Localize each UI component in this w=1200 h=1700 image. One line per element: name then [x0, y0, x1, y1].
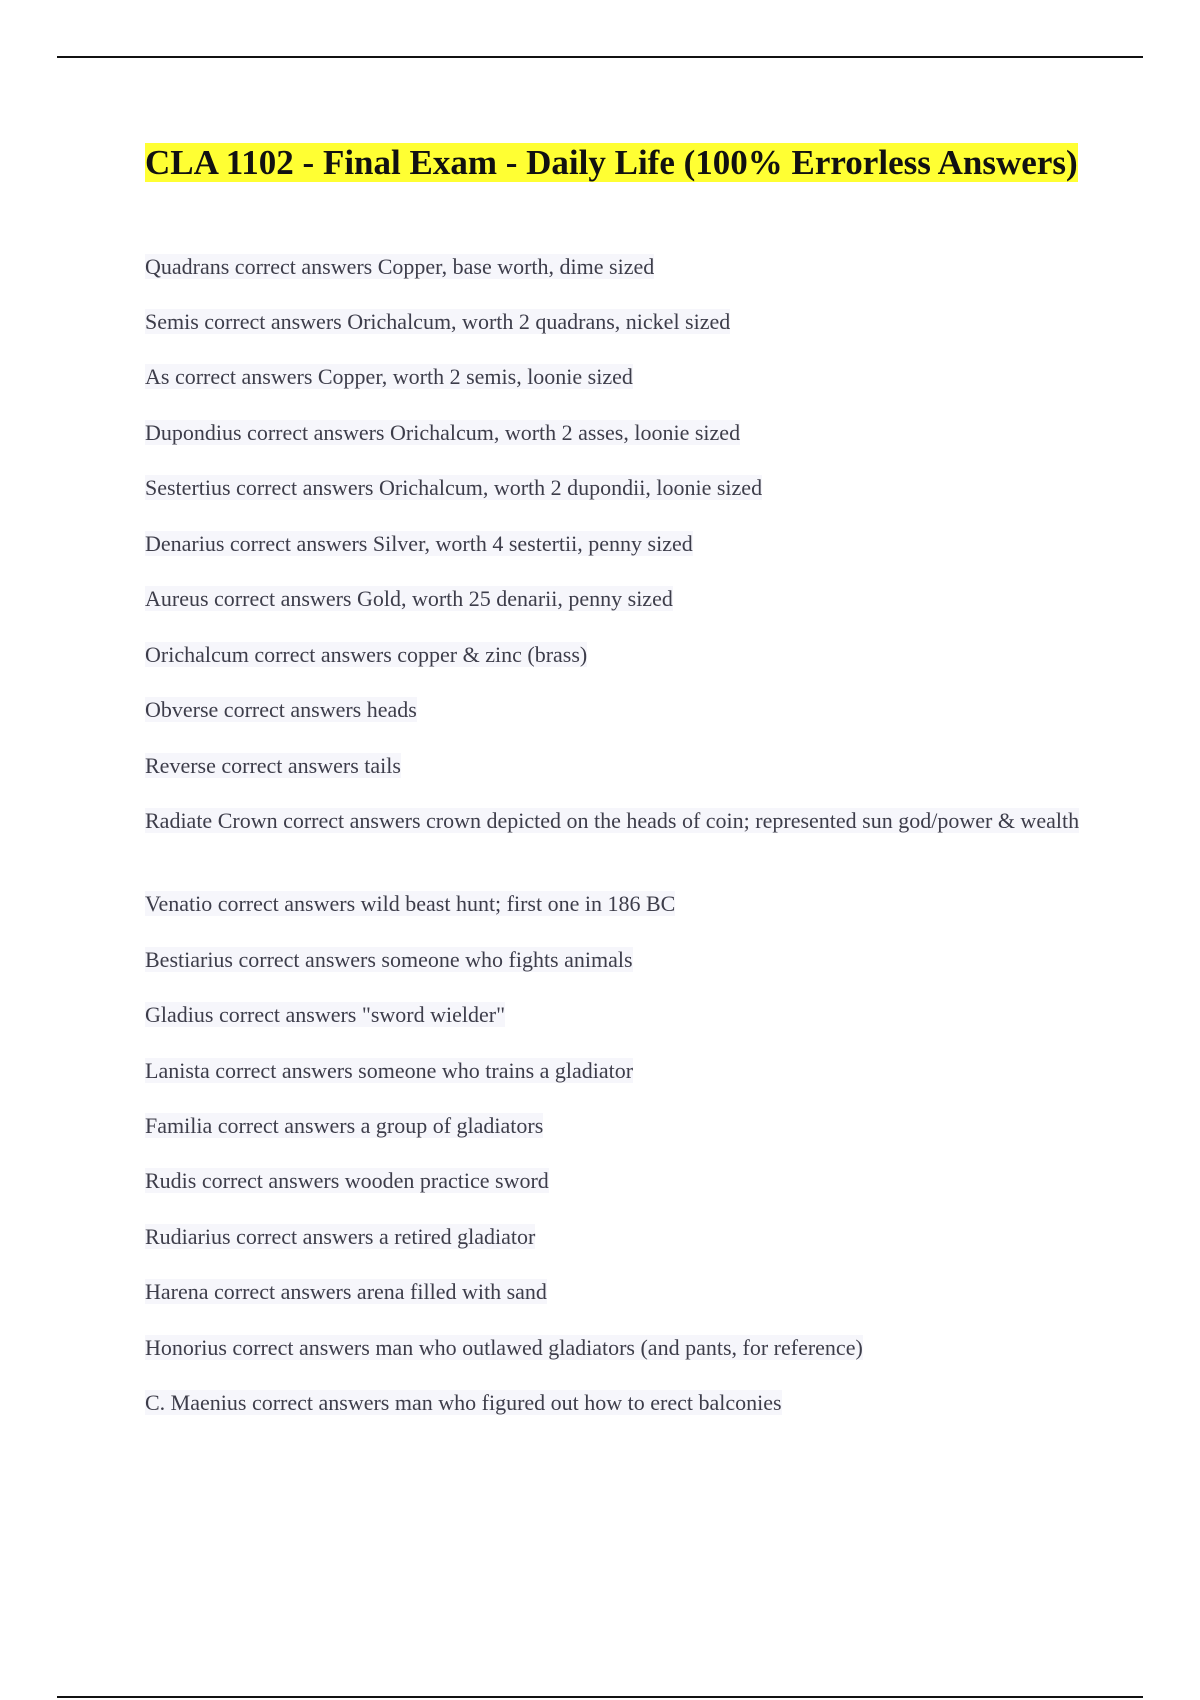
qa-entry: Lanista correct answers someone who trains a gladiator: [145, 1058, 634, 1083]
document-title: [145, 141, 1080, 184]
qa-entry: Gladius correct answers "sword wielder": [145, 1002, 506, 1027]
qa-entry: Dupondius correct answers Orichalcum, worth 2 asses, loonie sized: [145, 420, 741, 445]
qa-entry: C. Maenius correct answers man who figured out how to erect balconies: [145, 1390, 782, 1415]
qa-entry: Semis correct answers Orichalcum, worth 2 quadrans, nickel sized: [145, 309, 731, 334]
qa-entry: Radiate Crown correct answers crown depicted on the heads of coin; represented sun god/power & wealth: [145, 808, 1080, 833]
qa-entry: Rudis correct answers wooden practice sword: [145, 1168, 549, 1193]
document-title-text: CLA 1102 - Final Exam - Daily Life (100% Errorless Answers): [145, 143, 1078, 182]
qa-entry: Aureus correct answers Gold, worth 25 denarii, penny sized: [145, 586, 673, 611]
qa-entry: Honorius correct answers man who outlawed gladiators (and pants, for reference): [145, 1335, 863, 1360]
qa-entry: Reverse correct answers tails: [145, 753, 401, 778]
bottom-rule: [57, 1696, 1143, 1698]
qa-entry: Bestiarius correct answers someone who fights animals: [145, 947, 633, 972]
top-rule: [57, 56, 1143, 58]
qa-entry: Denarius correct answers Silver, worth 4 sestertii, penny sized: [145, 531, 693, 556]
document-body: [145, 141, 1080, 1415]
qa-entry: Rudiarius correct answers a retired gladiator: [145, 1224, 536, 1249]
qa-entry: Orichalcum correct answers copper & zinc (brass): [145, 642, 588, 667]
qa-entry: Harena correct answers arena filled with sand: [145, 1279, 547, 1304]
qa-entry: Sestertius correct answers Orichalcum, worth 2 dupondii, loonie sized: [145, 475, 763, 500]
qa-entry: As correct answers Copper, worth 2 semis, loonie sized: [145, 364, 633, 389]
qa-entry: Obverse correct answers heads: [145, 697, 417, 722]
qa-entry: Familia correct answers a group of gladiators: [145, 1113, 544, 1138]
qa-entry: Venatio correct answers wild beast hunt; first one in 186 BC: [145, 891, 676, 916]
qa-entry: Quadrans correct answers Copper, base worth, dime sized: [145, 254, 655, 279]
